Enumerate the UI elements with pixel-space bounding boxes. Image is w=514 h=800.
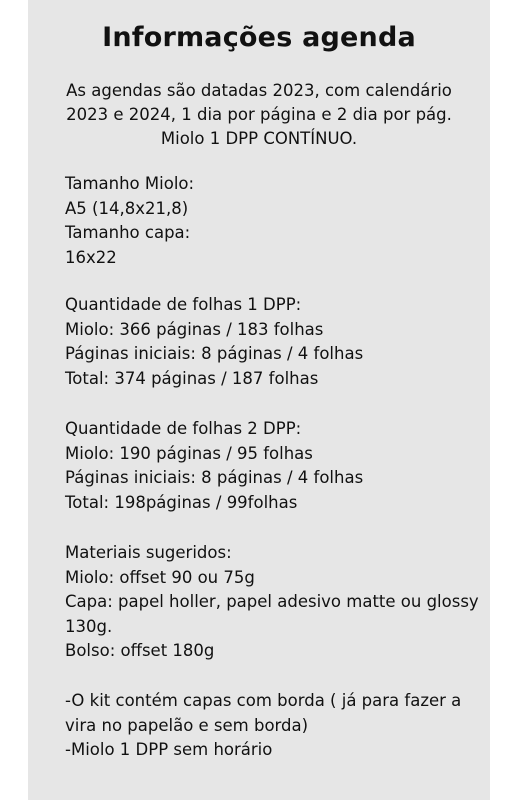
materials-section bbox=[65, 541, 484, 664]
section-heading: Quantidade de folhas 2 DPP: bbox=[65, 419, 302, 438]
notes-section bbox=[65, 689, 484, 763]
info-panel bbox=[28, 0, 490, 800]
miolo-note: -Miolo 1 DPP sem horário bbox=[65, 740, 273, 759]
miolo-material: Miolo: offset 90 ou 75g bbox=[65, 567, 255, 587]
intro-line: As agendas são datadas 2023, com calendário bbox=[66, 81, 452, 100]
size-section bbox=[65, 172, 484, 270]
miolo-count: Miolo: 190 páginas / 95 folhas bbox=[65, 443, 313, 463]
miolo-count: Miolo: 366 páginas / 183 folhas bbox=[65, 319, 324, 339]
initial-pages-count: Páginas iniciais: 8 páginas / 4 folhas bbox=[65, 344, 364, 363]
miolo-size-value: A5 (14,8x21,8) bbox=[65, 198, 189, 218]
total-count: Total: 374 páginas / 187 folhas bbox=[65, 368, 319, 388]
pocket-material: Bolso: offset 180g bbox=[65, 641, 215, 660]
section-heading: Quantidade de folhas 1 DPP: bbox=[65, 295, 302, 314]
cover-size-value: 16x22 bbox=[65, 247, 117, 267]
intro-paragraph bbox=[28, 79, 490, 151]
cover-size-label: Tamanho capa: bbox=[65, 223, 191, 242]
cover-material: Capa: papel holler, papel adesivo matte ou glossy 130g. bbox=[65, 592, 479, 636]
miolo-size-label: Tamanho Miolo: bbox=[65, 174, 195, 193]
quantity-2dpp-section bbox=[65, 417, 484, 515]
intro-line: 2023 e 2024, 1 dia por página e 2 dia por pág. bbox=[66, 105, 452, 124]
intro-line: Miolo 1 DPP CONTÍNUO. bbox=[160, 129, 358, 148]
total-count: Total: 198páginas / 99folhas bbox=[65, 492, 298, 512]
quantity-1dpp-section bbox=[65, 293, 484, 391]
kit-note: -O kit contém capas com borda ( já para fazer a vira no papelão e sem borda) bbox=[65, 691, 462, 735]
initial-pages-count: Páginas iniciais: 8 páginas / 4 folhas bbox=[65, 468, 364, 487]
page-title: Informações agenda bbox=[102, 22, 416, 53]
section-heading: Materiais sugeridos: bbox=[65, 543, 232, 562]
